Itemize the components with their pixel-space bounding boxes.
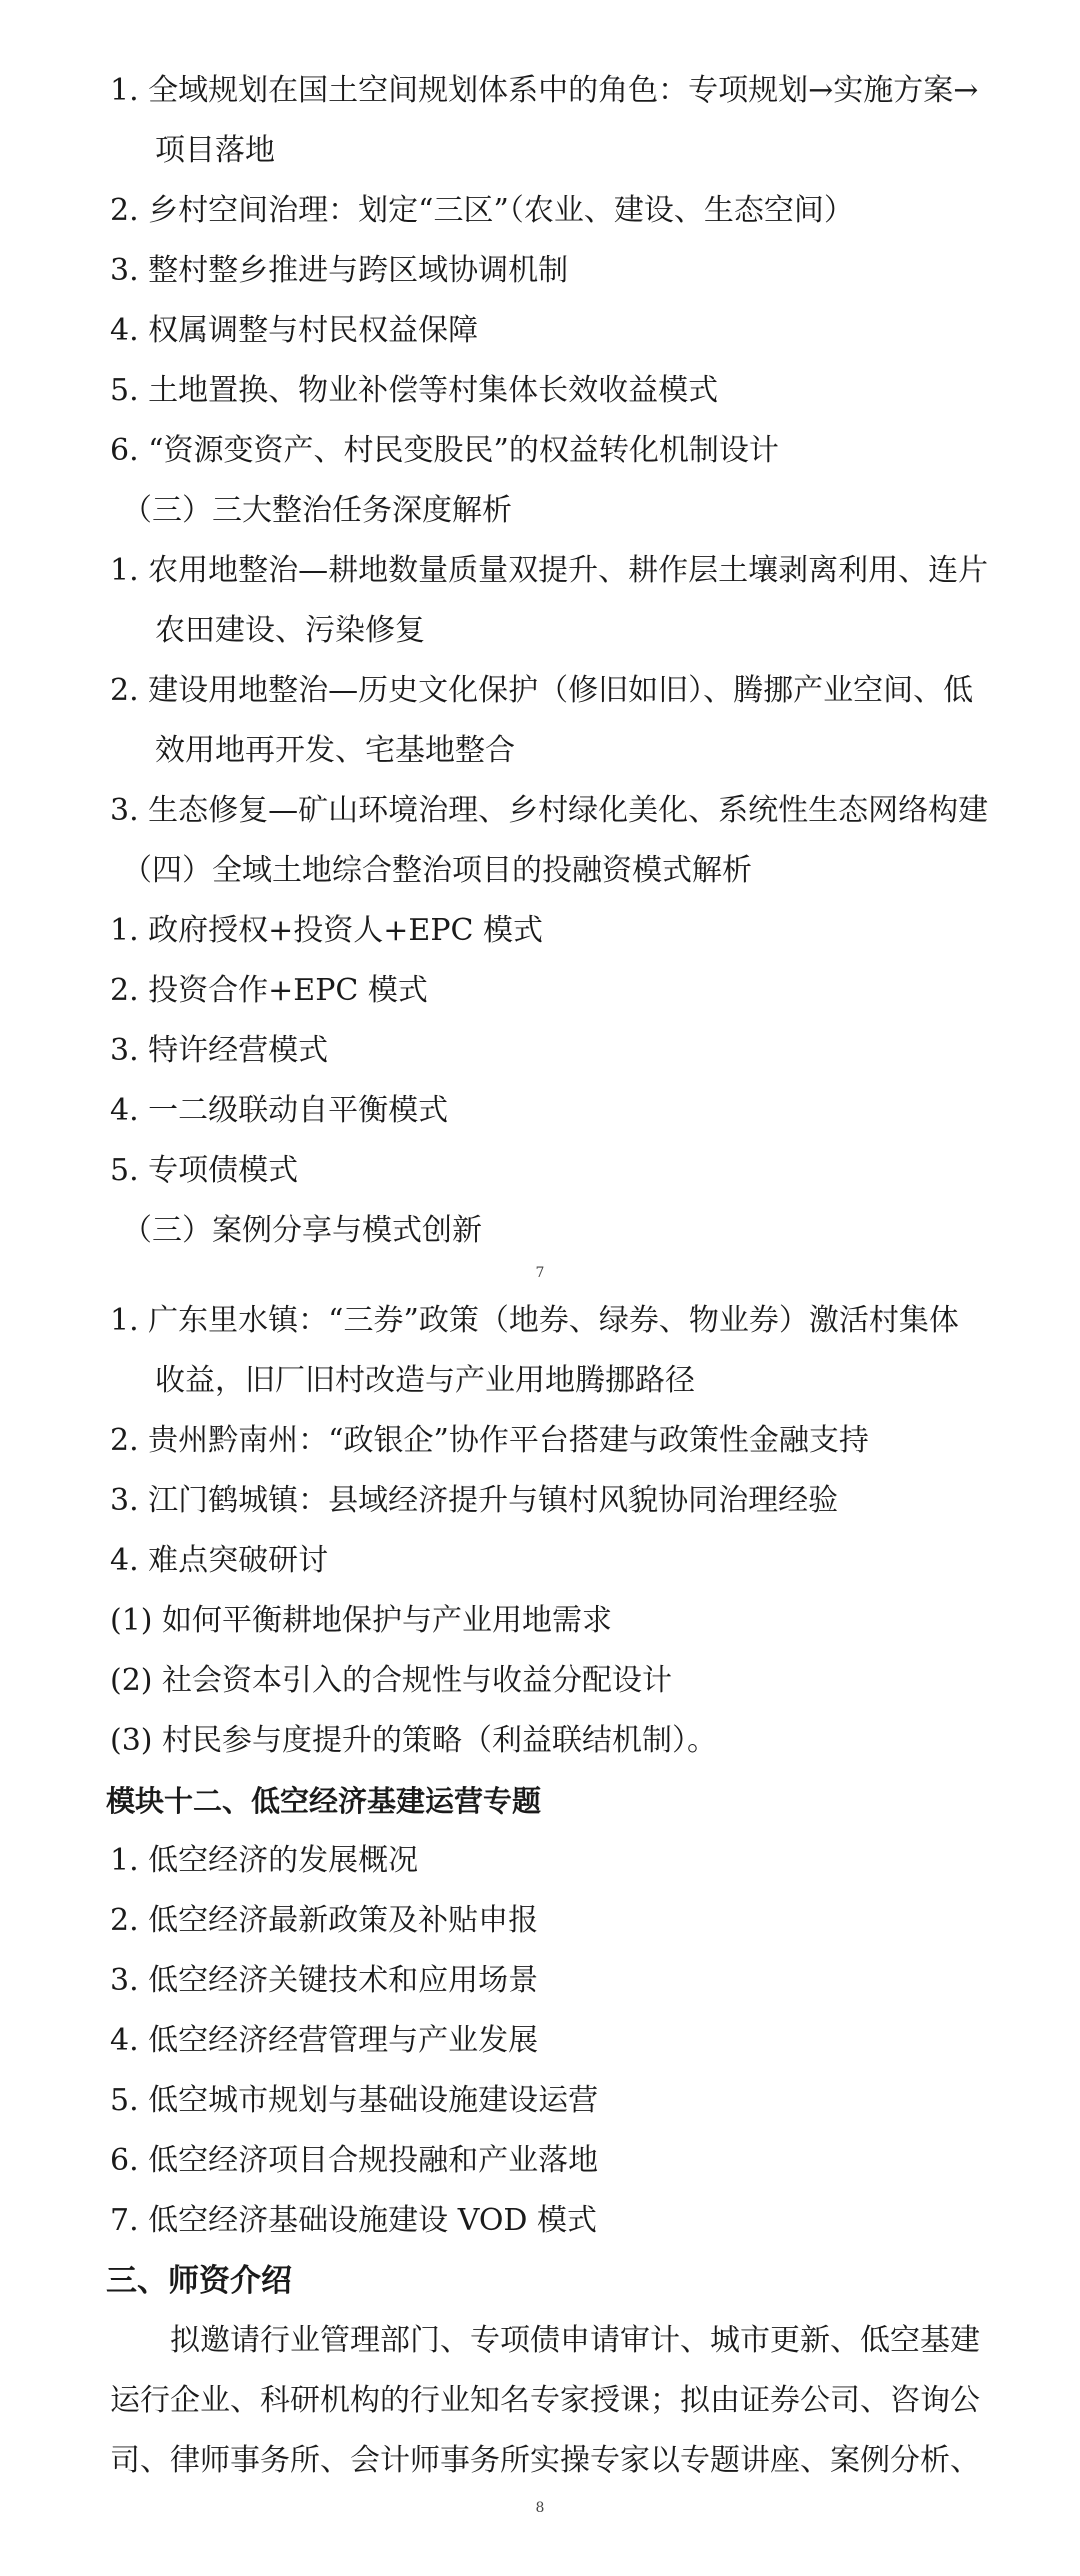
section-heading: （四）全域土地综合整治项目的投融资模式解析 — [122, 853, 752, 888]
sub-list-item: (3) 村民参与度提升的策略（利益联结机制）。 — [110, 1723, 718, 1758]
list-item: 1. 广东里水镇：“三券”政策（地券、绿券、物业券）激活村集体 — [110, 1303, 959, 1338]
list-item: 1. 低空经济的发展概况 — [110, 1843, 419, 1878]
list-item: 2. 建设用地整治—历史文化保护（修旧如旧）、腾挪产业空间、低 — [110, 673, 974, 708]
paragraph-line: 运行企业、科研机构的行业知名专家授课；拟由证券公司、咨询公 — [110, 2383, 980, 2418]
list-item: 4. 一二级联动自平衡模式 — [110, 1093, 449, 1128]
list-item: 3. 低空经济关键技术和应用场景 — [110, 1963, 539, 1998]
sub-list-item: (2) 社会资本引入的合规性与收益分配设计 — [110, 1663, 673, 1698]
list-item: 1. 农用地整治—耕地数量质量双提升、耕作层土壤剥离利用、连片 — [110, 553, 989, 588]
list-item: 2. 投资合作+EPC 模式 — [110, 973, 428, 1008]
list-item: 3. 整村整乡推进与跨区域协调机制 — [110, 253, 569, 288]
list-item: 3. 特许经营模式 — [110, 1033, 329, 1068]
paragraph-line: 拟邀请行业管理部门、专项债申请审计、城市更新、低空基建 — [110, 2323, 980, 2358]
list-item: 1. 政府授权+投资人+EPC 模式 — [110, 913, 544, 948]
paragraph-line: 司、律师事务所、会计师事务所实操专家以专题讲座、案例分析、 — [110, 2443, 980, 2478]
list-item: 2. 低空经济最新政策及补贴申报 — [110, 1903, 539, 1938]
page-number: 7 — [535, 1265, 545, 1281]
list-item: 5. 土地置换、物业补偿等村集体长效收益模式 — [110, 373, 719, 408]
chapter-heading: 三、师资介绍 — [106, 2263, 292, 2299]
list-item: 6. 低空经济项目合规投融和产业落地 — [110, 2143, 599, 2178]
list-item: 4. 权属调整与村民权益保障 — [110, 313, 479, 348]
list-item: 4. 难点突破研讨 — [110, 1543, 329, 1578]
section-heading: （三）三大整治任务深度解析 — [122, 493, 512, 528]
module-heading: 模块十二、低空经济基建运营专题 — [106, 1784, 542, 1818]
list-item: 2. 乡村空间治理：划定“三区”（农业、建设、生态空间） — [110, 193, 854, 228]
list-item: 7. 低空经济基础设施建设 VOD 模式 — [110, 2203, 598, 2238]
page-number: 8 — [535, 2500, 545, 2516]
list-item-continuation: 农田建设、污染修复 — [155, 613, 425, 648]
list-item: 2. 贵州黔南州：“政银企”协作平台搭建与政策性金融支持 — [110, 1423, 869, 1458]
list-item: 5. 专项债模式 — [110, 1153, 299, 1188]
list-item: 6. “资源变资产、村民变股民”的权益转化机制设计 — [110, 433, 779, 468]
list-item-continuation: 项目落地 — [155, 133, 275, 168]
list-item: 4. 低空经济经营管理与产业发展 — [110, 2023, 539, 2058]
list-item: 3. 生态修复—矿山环境治理、乡村绿化美化、系统性生态网络构建 — [110, 793, 989, 828]
list-item-continuation: 收益，旧厂旧村改造与产业用地腾挪路径 — [155, 1363, 695, 1398]
list-item: 3. 江门鹤城镇：县域经济提升与镇村风貌协同治理经验 — [110, 1483, 839, 1518]
list-item: 5. 低空城市规划与基础设施建设运营 — [110, 2083, 599, 2118]
section-heading: （三）案例分享与模式创新 — [122, 1213, 482, 1248]
list-item: 1. 全域规划在国土空间规划体系中的角色：专项规划→实施方案→ — [110, 73, 979, 108]
list-item-continuation: 效用地再开发、宅基地整合 — [155, 733, 515, 768]
sub-list-item: (1) 如何平衡耕地保护与产业用地需求 — [110, 1603, 613, 1638]
